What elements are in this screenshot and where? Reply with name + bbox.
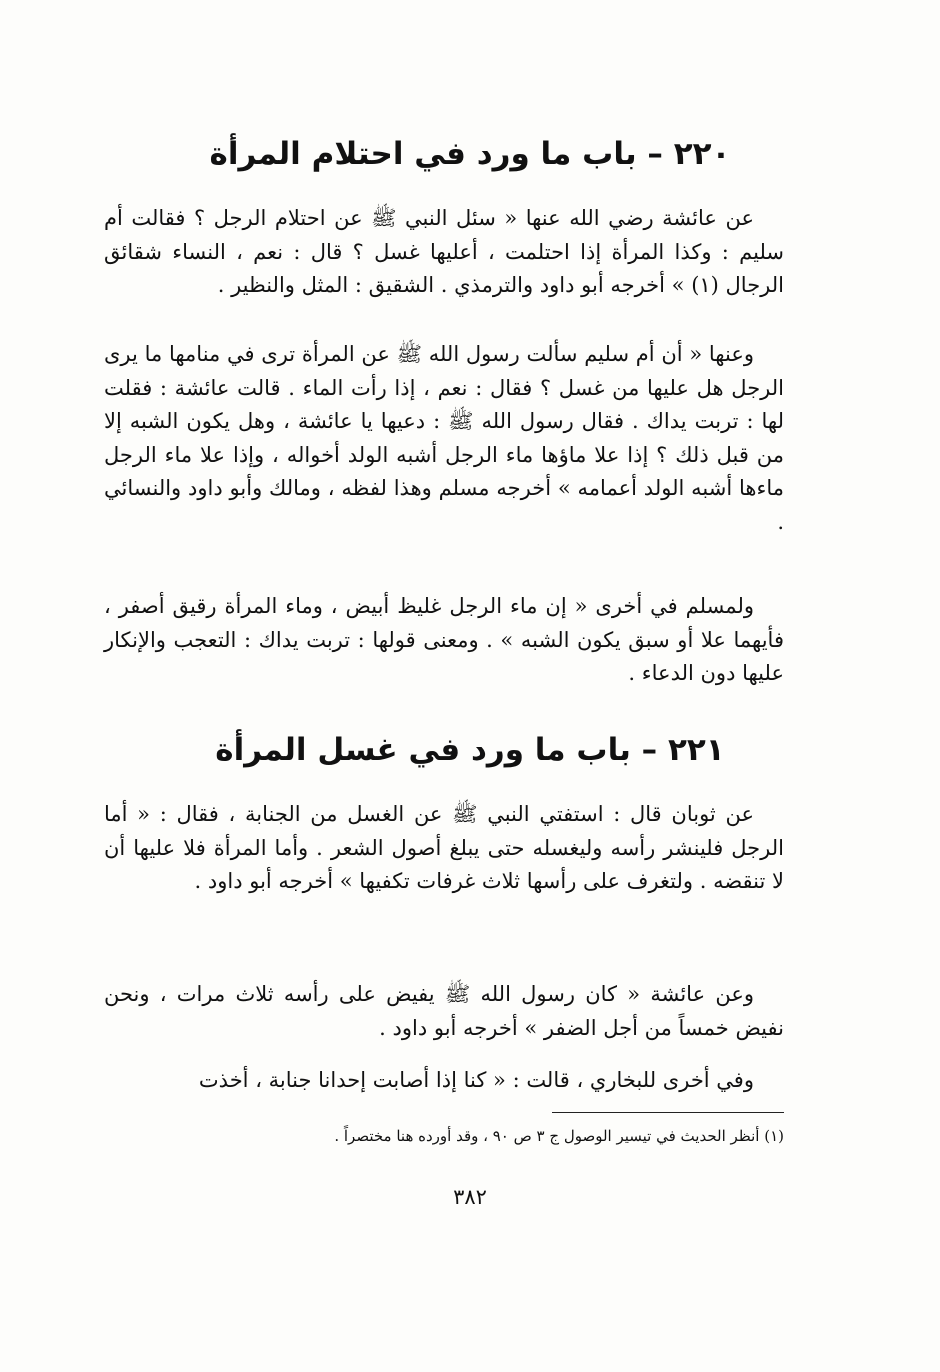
section-heading-220: ٢٢٠ – باب ما ورد في احتلام المرأة bbox=[209, 136, 731, 172]
footnote: (١) أنظر الحديث في تيسير الوصول ج ٣ ص ٩٠ ، وقد أورده هنا مختصراً . bbox=[334, 1127, 784, 1145]
section-heading-221: ٢٢١ – باب ما ورد في غسل المرأة bbox=[215, 732, 725, 768]
paragraph: ولمسلم في أخرى « إن ماء الرجل غليظ أبيض ، وماء المرأة رقيق أصفر ، فأيهما علا أو سبق يكون الشبه » . ومعنى قولها : تربت يداك : التعجب والإنكار عليها دون الدعاء . bbox=[104, 594, 784, 685]
paragraph: وعنها « أن أم سليم سألت رسول الله ﷺ عن المرأة ترى في منامها ما يرى الرجل هل عليها من غسل ؟ فقال : نعم ، إذا رأت الماء . قالت عائشة : فقلت لها : تربت يداك . فقال رسول الله ﷺ : دعيها يا عائشة ، وهل يكون الشبه إلا من قبل ذلك ؟ إذا علا ماؤها ماء الرجل أشبه الولد أخواله ، وإذا علا ماء الرجل ماءها أشبه الولد أعمامه » أخرجه مسلم وهذا لفظه ، ومالك وأبو داود والنسائي . bbox=[104, 342, 784, 534]
paragraph: وعن عائشة « كان رسول الله ﷺ يفيض على رأسه ثلاث مرات ، ونحن نفيض خمساً من أجل الضفر » أخرجه أبو داود . bbox=[104, 982, 784, 1040]
paragraph: وفي أخرى للبخاري ، قالت : « كنا إذا أصابت إحدانا جنابة ، أخذت bbox=[198, 1068, 754, 1092]
page-number: ٣٨٢ bbox=[453, 1185, 487, 1209]
paragraph: عن ثوبان قال : استفتي النبي ﷺ عن الغسل من الجنابة ، فقال : « أما الرجل فلينشر رأسه وليغسله حتى يبلغ أصول الشعر . وأما المرأة فلا عليها أن لا تنقضه . ولتغرف على رأسها ثلاث غرفات تكفيها » أخرجه أبو داود . bbox=[104, 802, 784, 893]
footnote-divider bbox=[552, 1112, 784, 1113]
paragraph: عن عائشة رضي الله عنها « سئل النبي ﷺ عن احتلام الرجل ؟ فقالت أم سليم : وكذا المرأة إذا احتلمت ، أعليها غسل ؟ قال : نعم ، النساء شقائق الرجال (١) » أخرجه أبو داود والترمذي . الشقيق : المثل والنظير . bbox=[104, 206, 784, 297]
